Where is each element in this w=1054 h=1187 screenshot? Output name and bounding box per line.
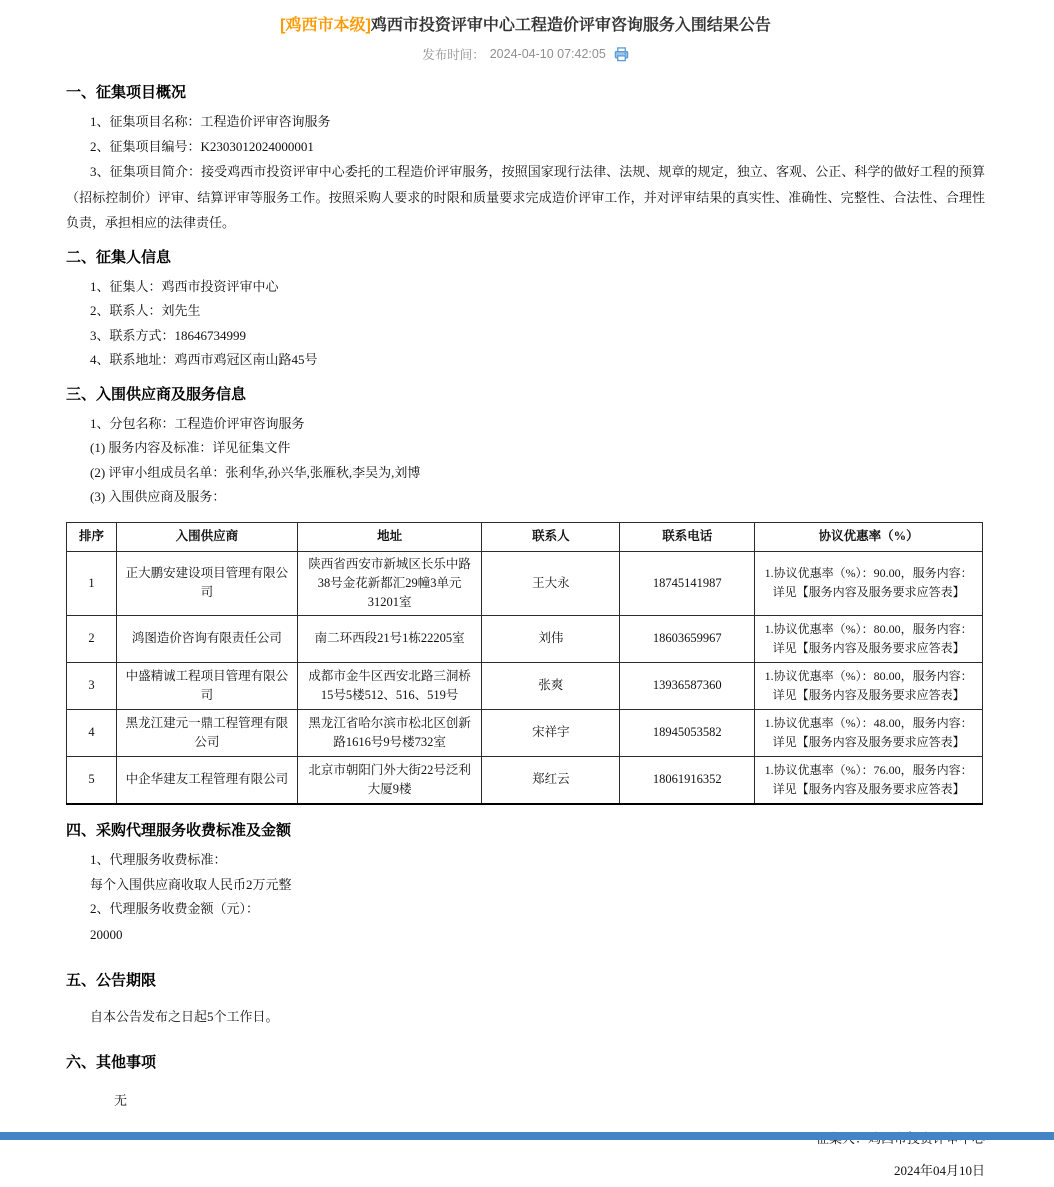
table-row (67, 662, 983, 709)
cell-address: 黑龙江省哈尔滨市松北区创新路1616号9号楼732室 (297, 709, 482, 756)
cell-discount: 1.协议优惠率（%）：80.00，服务内容：详见【服务内容及服务要求应答表】 (755, 662, 983, 709)
issuer-contact-person: 2、联系人：刘先生 (90, 303, 201, 318)
cell-rank: 2 (67, 615, 117, 662)
cell-phone: 13936587360 (620, 662, 755, 709)
shortlist-package-name: 1、分包名称：工程造价评审咨询服务 (90, 415, 305, 431)
cell-phone: 18603659967 (620, 615, 755, 662)
section-heading-overview: 一、征集项目概况 (66, 85, 187, 101)
table-header-row (67, 522, 983, 551)
overview-project-summary: 3、征集项目简介：接受鸡西市投资评审中心委托的工程造价评审服务，按照国家现行法律、法规、规章的规定，独立、客观、公正、科学的做好工程的预算（招标控制价）评审、结算评审等服务工作。按照采购人要求的时限和质量要求完成造价评审工作，并对评审结果的真实性、准确性、完整性、合法性、合理性负责，承担相应的法律责任。 (66, 164, 985, 230)
agency-fee-amount-value: 20000 (90, 926, 123, 942)
other-content: 无 (114, 1093, 128, 1108)
cell-rank: 4 (67, 709, 117, 756)
cell-supplier: 中企华建友工程管理有限公司 (116, 756, 297, 804)
cell-address: 成都市金牛区西安北路三洞桥15号5楼512、516、519号 (297, 662, 482, 709)
cell-discount: 1.协议优惠率（%）：48.00，服务内容：详见【服务内容及服务要求应答表】 (755, 709, 983, 756)
table-row (67, 709, 983, 756)
agency-fee-standard-label: 1、代理服务收费标准： (90, 851, 227, 867)
cell-address: 南二环西段21号1栋22205室 (297, 615, 482, 662)
cell-phone: 18061916352 (620, 756, 755, 804)
cell-discount: 1.协议优惠率（%）：80.00，服务内容：详见【服务内容及服务要求应答表】 (755, 615, 983, 662)
col-header-supplier: 入围供应商 (116, 522, 297, 551)
cell-contact: 宋祥宇 (482, 709, 620, 756)
agency-fee-amount-label: 2、代理服务收费金额（元）： (90, 901, 260, 916)
cell-contact: 张爽 (482, 662, 620, 709)
printer-icon[interactable] (614, 47, 629, 62)
section-heading-other: 六、其他事项 (66, 1055, 157, 1071)
publish-line (66, 45, 985, 63)
page-bottom-bar (0, 1132, 1054, 1140)
cell-phone: 18945053582 (620, 709, 755, 756)
cell-supplier: 正大鹏安建设项目管理有限公司 (116, 551, 297, 615)
suppliers-table (66, 522, 983, 805)
col-header-phone: 联系电话 (620, 522, 755, 551)
issuer-name: 1、征集人：鸡西市投资评审中心 (90, 278, 279, 294)
cell-rank: 5 (67, 756, 117, 804)
page-title-text: 鸡西市投资评审中心工程造价评审咨询服务入围结果公告 (370, 17, 771, 34)
section-heading-issuer-info: 二、征集人信息 (66, 249, 172, 266)
col-header-address: 地址 (297, 522, 482, 551)
publish-label: 发布时间： (422, 48, 485, 62)
cell-supplier: 黑龙江建元一鼎工程管理有限公司 (116, 709, 297, 756)
table-row (67, 615, 983, 662)
section-heading-agency-fee: 四、采购代理服务收费标准及金额 (66, 822, 292, 839)
signature-date: 2024年04月10日 (893, 1163, 985, 1178)
cell-discount: 1.协议优惠率（%）：76.00，服务内容：详见【服务内容及服务要求应答表】 (755, 756, 983, 804)
cell-supplier: 鸿图造价咨询有限责任公司 (116, 615, 297, 662)
cell-rank: 1 (67, 551, 117, 615)
publish-time: 2024-04-10 07:42:05 (489, 47, 606, 61)
cell-contact: 刘伟 (482, 615, 620, 662)
cell-discount: 1.协议优惠率（%）：90.00，服务内容：详见【服务内容及服务要求应答表】 (755, 551, 983, 615)
col-header-rank: 排序 (67, 522, 117, 551)
shortlist-suppliers-label: (3) 入围供应商及服务： (90, 489, 226, 504)
section-heading-shortlist: 三、入围供应商及服务信息 (66, 386, 247, 403)
page-title (66, 14, 985, 38)
region-tag: [鸡西市本级] (280, 17, 371, 34)
table-row (67, 551, 983, 615)
overview-project-name: 1、征集项目名称：工程造价评审咨询服务 (90, 114, 331, 129)
cell-supplier: 中盛精诚工程项目管理有限公司 (116, 662, 297, 709)
cell-rank: 3 (67, 662, 117, 709)
table-row (67, 756, 983, 804)
shortlist-review-panel: (2) 评审小组成员名单：张利华,孙兴华,张雁秋,李吴为,刘博 (90, 464, 421, 480)
col-header-discount: 协议优惠率（%） (755, 522, 983, 551)
overview-project-number: 2、征集项目编号：K2303012024000001 (90, 138, 314, 154)
issuer-contact-phone: 3、联系方式：18646734999 (90, 327, 247, 343)
cell-contact: 郑红云 (482, 756, 620, 804)
issuer-contact-address: 4、联系地址：鸡西市鸡冠区南山路45号 (90, 352, 318, 367)
cell-contact: 王大永 (482, 551, 620, 615)
section-heading-notice-period: 五、公告期限 (66, 972, 157, 989)
notice-period-content: 自本公告发布之日起5个工作日。 (90, 1008, 279, 1024)
cell-address: 北京市朝阳门外大街22号泛利大厦9楼 (297, 756, 482, 804)
col-header-contact: 联系人 (482, 522, 620, 551)
cell-address: 陕西省西安市新城区长乐中路38号金花新都汇29幢3单元31201室 (297, 551, 482, 615)
agency-fee-standard-detail: 每个入围供应商收取人民币2万元整 (90, 877, 292, 892)
cell-phone: 18745141987 (620, 551, 755, 615)
shortlist-service-standard: (1) 服务内容及标准：详见征集文件 (90, 440, 291, 455)
